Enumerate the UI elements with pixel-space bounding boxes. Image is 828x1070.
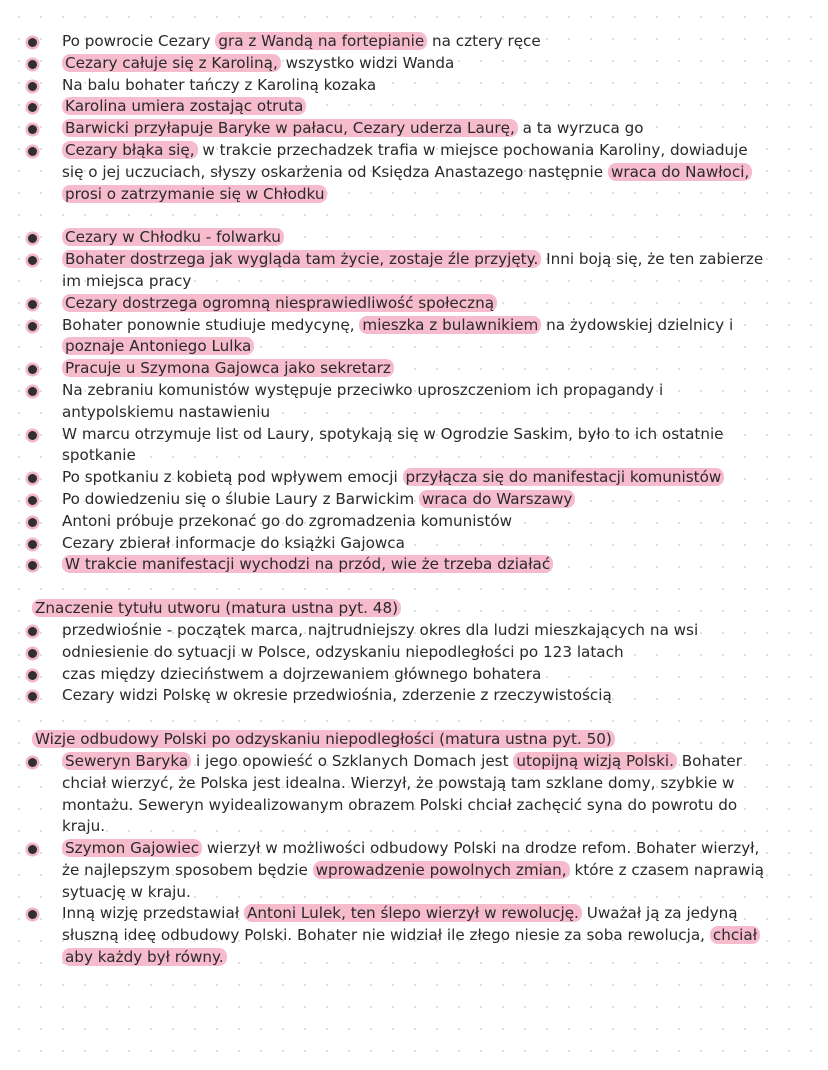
heading-title-meaning xyxy=(0,598,828,620)
text-segment: W marcu otrzymuje list od Laury, spotykają się w Ogrodzie Saskim, było to ich ostatnie spotkanie xyxy=(62,424,724,465)
bullet-icon xyxy=(28,649,37,658)
highlighted-text: Cezary całuje się z Karoliną, xyxy=(62,54,281,72)
bullet-icon xyxy=(28,322,37,331)
bullet-icon xyxy=(28,496,37,505)
list-item xyxy=(0,664,828,686)
bullet-icon xyxy=(28,387,37,396)
text-segment: Inną wizję przedstawiał xyxy=(62,904,244,923)
list-item xyxy=(0,620,828,642)
highlighted-text: chciał aby każdy był równy. xyxy=(62,926,760,966)
highlighted-text: W trakcie manifestacji wychodzi na przód, wie że trzeba działać xyxy=(62,555,553,573)
bullet-icon xyxy=(28,910,37,919)
highlighted-text: wraca do Nawłoci, prosi o zatrzymanie się w Chłodku xyxy=(62,163,752,203)
title-meaning-list xyxy=(0,620,828,707)
bullet-icon xyxy=(28,256,37,265)
spacer xyxy=(0,205,828,227)
list-item xyxy=(0,118,828,140)
text-segment: Cezary zbierał informacje do książki Gajowca xyxy=(62,533,405,552)
text-segment: Na balu bohater tańczy z Karoliną kozaka xyxy=(62,75,377,94)
highlighted-text: utopijną wizją Polski. xyxy=(513,752,677,770)
text-segment: Po spotkaniu z kobietą pod wpływem emocji xyxy=(62,468,403,487)
highlighted-text: Szymon Gajowiec xyxy=(62,839,202,857)
highlighted-text: Cezary w Chłodku - folwarku xyxy=(62,228,284,246)
heading-highlight: Znaczenie tytułu utworu (matura ustna pyt. 48) xyxy=(32,599,401,617)
text-segment: w trakcie przechadzek trafia w miejsce pochowania Karoliny, dowiaduje się o jej uczuciach, słyszy oskarżenia od Księdza Anastazego następnie xyxy=(62,140,748,181)
list-item xyxy=(0,75,828,97)
highlighted-text: gra z Wandą na fortepianie xyxy=(215,32,427,50)
bullet-icon xyxy=(28,82,37,91)
list-item xyxy=(0,358,828,380)
list-item xyxy=(0,315,828,359)
spacer xyxy=(0,707,828,729)
text-segment: które z czasem naprawią sytuację w kraju. xyxy=(62,860,764,901)
list-item xyxy=(0,642,828,664)
bullet-icon xyxy=(28,38,37,47)
highlighted-text: Bohater dostrzega jak wygląda tam życie, zostaje źle przyjęty. xyxy=(62,250,541,268)
bullet-icon xyxy=(28,758,37,767)
text-segment: Inni boją się, że ten zabierze im miejsca pracy xyxy=(62,250,764,290)
text-segment: Uważał ją za jedyną słuszną ideę odbudowy Polski. Bohater nie widział ile złego niesie za soba rewolucja, xyxy=(62,904,738,945)
list-item xyxy=(0,489,828,511)
list-item xyxy=(0,751,828,838)
heading-visions xyxy=(0,729,828,751)
text-segment: Bohater ponownie studiuje medycynę, xyxy=(62,315,360,334)
plot-list-2 xyxy=(0,227,828,576)
bullet-icon xyxy=(28,671,37,680)
list-item xyxy=(0,380,828,424)
heading-highlight: Wizje odbudowy Polski po odzyskaniu niepodległości (matura ustna pyt. 50) xyxy=(32,730,615,748)
text-segment: Antoni próbuje przekonać go do zgromadzenia komunistów xyxy=(62,511,513,530)
visions-list xyxy=(0,751,828,969)
list-item xyxy=(0,293,828,315)
highlighted-text: Cezary dostrzega ogromną niesprawiedliwość społeczną xyxy=(62,294,497,312)
list-item xyxy=(0,227,828,249)
highlighted-text: Pracuje u Szymona Gajowca jako sekretarz xyxy=(62,359,394,377)
bullet-icon xyxy=(28,147,37,156)
highlighted-text: mieszka z bulawnikiem xyxy=(359,316,541,334)
bullet-icon xyxy=(28,540,37,549)
list-item xyxy=(0,53,828,75)
list-item xyxy=(0,96,828,118)
highlighted-text: przyłącza się do manifestacji komunistów xyxy=(403,468,725,486)
spacer xyxy=(0,576,828,598)
highlighted-text: Antoni Lulek, ten ślepo wierzył w rewolucję. xyxy=(244,904,582,922)
notes-page xyxy=(0,31,828,969)
text-segment: wierzył w możliwości odbudowy Polski na drodze refom. Bohater wierzył, że najlepszym sposobem będzie xyxy=(62,839,760,879)
bullet-icon xyxy=(28,518,37,527)
text-segment: czas między dzieciństwem a dojrzewaniem głównego bohatera xyxy=(62,664,542,683)
text-segment: przedwiośnie - początek marca, najtrudniejszy okres dla ludzi mieszkających na wsi xyxy=(62,620,699,639)
highlighted-text: wraca do Warszawy xyxy=(419,490,575,508)
text-segment: na cztery ręce xyxy=(427,32,541,50)
list-item xyxy=(0,903,828,968)
list-item xyxy=(0,467,828,489)
bullet-icon xyxy=(28,692,37,701)
highlighted-text: poznaje Antoniego Lulka xyxy=(62,337,254,355)
text-segment: Na zebraniu komunistów występuje przeciwko uproszczeniom ich propagandy i antypolskiemu nastawieniu xyxy=(62,380,664,421)
highlighted-text: Barwicki przyłapuje Baryke w pałacu, Cezary uderza Laurę, xyxy=(62,119,518,137)
highlighted-text: wprowadzenie powolnych zmian, xyxy=(313,861,570,879)
text-segment: Bohater chciał wierzyć, że Polska jest idealna. Wierzył, że powstają tam szklane domy, szybkie w montażu. Seweryn wyidealizowanym obrazem Polski chciał zachęcić syna do powrotu do kraju. xyxy=(62,751,742,836)
bullet-icon xyxy=(28,627,37,636)
highlighted-text: Karolina umiera zostając otruta xyxy=(62,97,306,115)
highlighted-text: Seweryn Baryka xyxy=(62,752,191,770)
bullet-icon xyxy=(28,431,37,440)
bullet-icon xyxy=(28,561,37,570)
list-item xyxy=(0,554,828,576)
list-item xyxy=(0,511,828,533)
list-item xyxy=(0,838,828,903)
text-segment: Po dowiedzeniu się o ślubie Laury z Barwickim xyxy=(62,489,419,508)
text-segment: i jego opowieść o Szklanych Domach jest xyxy=(191,751,514,770)
list-item xyxy=(0,31,828,53)
text-segment: odniesienie do sytuacji w Polsce, odzyskaniu niepodległości po 123 latach xyxy=(62,642,624,661)
bullet-icon xyxy=(28,234,37,243)
bullet-icon xyxy=(28,300,37,309)
list-item xyxy=(0,140,828,205)
text-segment: wszystko widzi Wanda xyxy=(280,53,455,72)
bullet-icon xyxy=(28,60,37,69)
text-segment: Po powrocie Cezary xyxy=(62,32,216,50)
text-segment: a ta wyrzuca go xyxy=(517,119,644,138)
text-segment: na żydowskiej dzielnicy i xyxy=(541,315,734,334)
plot-list-1 xyxy=(0,31,828,205)
list-item xyxy=(0,424,828,468)
bullet-icon xyxy=(28,845,37,854)
list-item xyxy=(0,533,828,555)
list-item xyxy=(0,685,828,707)
bullet-icon xyxy=(28,125,37,134)
list-item xyxy=(0,249,828,293)
bullet-icon xyxy=(28,474,37,483)
bullet-icon xyxy=(28,103,37,112)
bullet-icon xyxy=(28,365,37,374)
text-segment: Cezary widzi Polskę w okresie przedwiośnia, zderzenie z rzeczywistością xyxy=(62,686,612,705)
highlighted-text: Cezary błąka się, xyxy=(62,141,198,159)
